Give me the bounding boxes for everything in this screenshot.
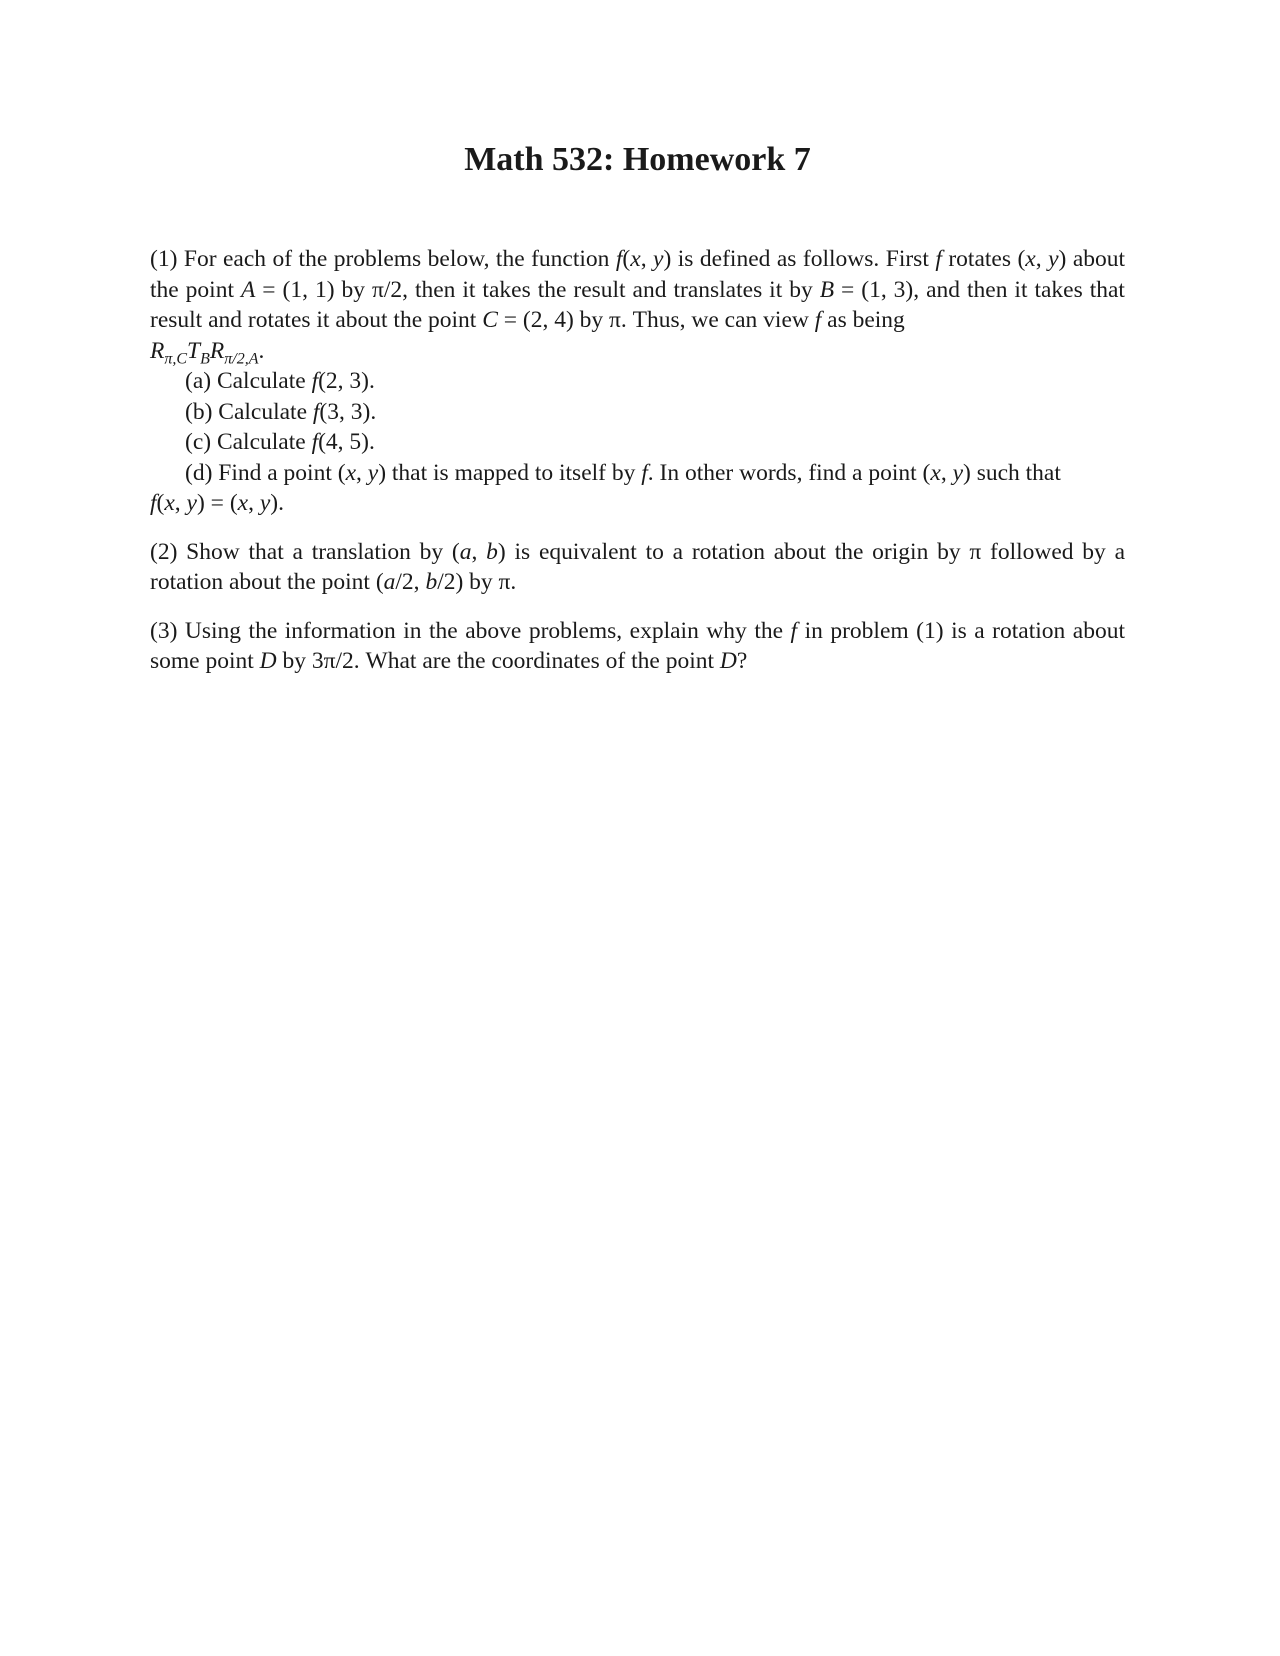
math-var: y — [952, 459, 963, 486]
math-var: y — [186, 490, 197, 516]
math-var: f — [311, 429, 319, 455]
problem-1b — [150, 397, 1125, 428]
text: , — [248, 490, 260, 516]
text: ) that is mapped to itself by — [378, 459, 642, 486]
text: (2, 3). — [318, 368, 375, 394]
text: = (1, 1) by π/2, then it takes the result and translates it by — [255, 276, 820, 303]
math-var: b — [425, 569, 438, 595]
problem-1a — [150, 366, 1125, 397]
text: , — [940, 459, 953, 486]
math-var: f — [615, 246, 623, 272]
text: , — [174, 490, 187, 516]
math-var: y — [367, 459, 379, 486]
math-var: y — [653, 246, 664, 272]
text: /2) by π. — [437, 569, 517, 595]
text: /2, — [395, 569, 426, 595]
math-var: T — [187, 337, 201, 364]
math-var: f — [814, 307, 822, 333]
math-var: a — [459, 538, 472, 565]
text: by 3π/2. What are the coordinates of the point — [276, 648, 720, 674]
text: = (1, 3), and then it takes that result and rotates it about the point — [150, 276, 1125, 333]
problem-1c — [150, 427, 1125, 458]
math-var: x — [630, 246, 641, 272]
text: (1) For each of the problems below, the function — [150, 246, 616, 272]
math-subscript — [224, 350, 258, 367]
math-var: x — [345, 459, 357, 486]
text: . — [258, 337, 265, 364]
text: ) about the point — [150, 246, 1126, 303]
text: in problem (1) is a rotation about some point — [150, 617, 1125, 674]
text: (4, 5). — [318, 429, 375, 455]
text: ( — [156, 490, 165, 516]
math-sub-text: π/2,A — [224, 350, 259, 368]
math-var: D — [719, 648, 737, 674]
math-var: f — [790, 617, 798, 644]
text: ). — [270, 490, 284, 516]
math-var: C — [482, 307, 498, 333]
problem-3 — [150, 616, 1125, 677]
problem-1d — [150, 458, 1125, 489]
text: (3) Using the information in the above problems, explain why the — [150, 617, 791, 644]
math-var: f — [935, 246, 942, 272]
math-subscript — [164, 350, 187, 367]
math-var: R — [209, 337, 225, 364]
text: ? — [736, 648, 748, 674]
problem-1-intro — [150, 244, 1125, 366]
text: ) is equivalent to a rotation about the origin by π followed by a rotation about the point ( — [150, 538, 1126, 595]
math-var: f — [150, 490, 157, 516]
math-var: x — [237, 490, 249, 516]
text: , — [1035, 246, 1049, 272]
text: , — [640, 246, 654, 272]
problem-2 — [150, 537, 1125, 598]
text: , — [356, 459, 368, 486]
text: . In other words, find a point ( — [647, 459, 931, 486]
text: (c) Calculate — [185, 429, 312, 455]
text: ) = ( — [196, 490, 238, 516]
text: (b) Calculate — [185, 398, 313, 425]
text: = (2, 4) by π. Thus, we can view — [497, 307, 815, 333]
math-var: D — [259, 648, 277, 674]
math-var: a — [383, 569, 396, 595]
text: (3, 3). — [319, 398, 377, 425]
math-var: y — [1048, 246, 1059, 272]
math-var: y — [259, 490, 271, 516]
math-var: f — [312, 398, 320, 425]
text: (2) Show that a translation by ( — [150, 538, 460, 565]
text: ) is defined as follows. First — [663, 246, 936, 272]
math-sub-text: π,C — [164, 350, 188, 368]
math-var: x — [930, 459, 941, 486]
math-var: A — [240, 276, 256, 303]
text: rotates ( — [941, 246, 1026, 272]
text: (d) Find a point ( — [185, 459, 346, 486]
math-var: B — [819, 276, 835, 303]
math-sub-text: B — [200, 350, 210, 368]
math-var: x — [164, 490, 175, 516]
problem-1d-continued — [150, 488, 1125, 519]
text: , — [471, 538, 487, 565]
math-var: f — [641, 459, 648, 486]
math-var: b — [486, 538, 498, 565]
math-var: R — [150, 337, 165, 364]
document-body — [150, 244, 1125, 677]
text: (a) Calculate — [185, 368, 312, 394]
text: as being — [821, 307, 905, 333]
math-var: f — [311, 368, 319, 394]
math-subscript — [200, 350, 210, 367]
page-title: Math 532: Homework 7 — [464, 141, 811, 178]
text: ) such that — [963, 459, 1061, 486]
math-var: x — [1025, 246, 1036, 272]
text: ( — [622, 246, 631, 272]
